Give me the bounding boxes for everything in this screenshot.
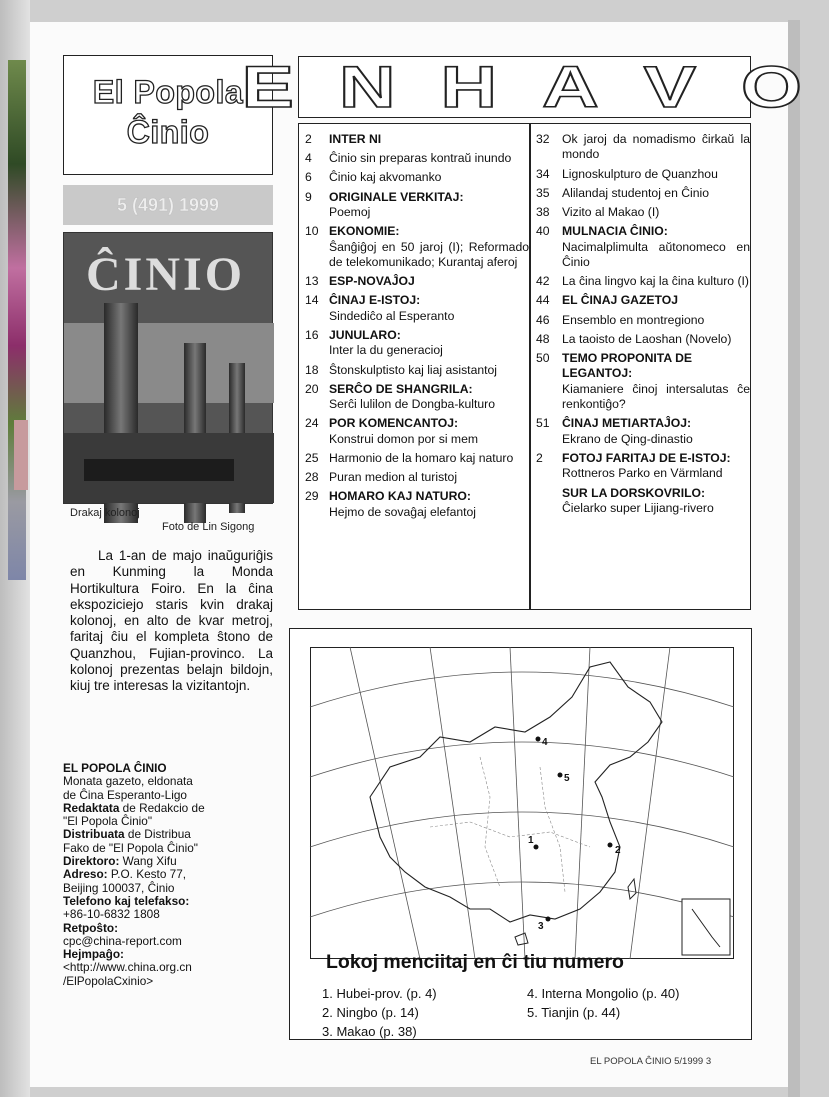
toc-article-title: Ŝtonskulptisto kaj liaj asistantoj — [329, 362, 498, 377]
toc-page-number: 16 — [305, 328, 319, 343]
toc-article-title: Nacimalplimulta aŭtonomeco en Ĉinio — [562, 239, 750, 270]
map-inset — [682, 899, 730, 955]
toc-article-title: Kiamaniere ĉinoj intersalutas ĉe renkontiĝo? — [562, 381, 750, 412]
toc-article-title: Ĉinio sin preparas kontraŭ inundo — [329, 151, 512, 166]
toc-section-title: FOTOJ FARITAJ DE E-ISTOJ: — [562, 451, 731, 466]
toc-page-number: 38 — [536, 205, 550, 220]
locations-map-box — [289, 628, 752, 1040]
cover-image — [63, 232, 273, 504]
toc-page-number: 28 — [305, 470, 319, 485]
toc-page-number: 20 — [305, 381, 319, 396]
toc-column-left — [299, 132, 529, 524]
toc-page-number: 35 — [536, 185, 550, 200]
toc-article-title: La taoisto de Laoshan (Novelo) — [562, 331, 732, 346]
colophon-value: Wang Xifu — [119, 854, 177, 869]
toc-section-title: TEMO PROPONITA DE LEGANTOJ: — [562, 351, 693, 381]
toc-section-title: SUR LA DORSKOVRILO: — [562, 485, 706, 500]
toc-article-title: Harmonio de la homaro kaj naturo — [329, 451, 514, 466]
toc-section-title: SERĈO DE SHANGRILA: — [329, 381, 473, 396]
colophon — [63, 762, 273, 988]
toc-article-title: Ekrano de Qing-dinastio — [562, 431, 693, 446]
toc-entry[interactable] — [299, 170, 529, 185]
location-item: 2. Ningbo (p. 14) — [322, 1005, 419, 1020]
location-item: 5. Tianjin (p. 44) — [527, 1005, 621, 1020]
toc-page-number: 42 — [536, 274, 550, 289]
colophon-value: de Distribua — [124, 827, 191, 842]
colophon-line: "El Popola Ĉinio" — [63, 814, 153, 829]
toc-section-title: INTER NI — [329, 132, 382, 146]
issue-number: 5 (491) 1999 — [116, 195, 220, 215]
toc-page-number: 50 — [536, 351, 550, 366]
toc-article-title: Hejmo de sovaĝaj elefantoj — [329, 504, 477, 519]
toc-section-title: JUNULARO: — [329, 328, 401, 343]
map-frame — [311, 648, 734, 959]
colophon-label: Hejmpaĝo: — [63, 947, 124, 962]
location-item: 4. Interna Mongolio (p. 40) — [527, 986, 680, 1001]
toc-article-title: Inter la du generacioj — [329, 343, 443, 358]
toc-entry[interactable] — [299, 274, 529, 289]
toc-entry[interactable] — [299, 489, 529, 520]
table-of-contents — [298, 123, 751, 610]
toc-entry[interactable] — [532, 293, 750, 308]
toc-entry[interactable] — [532, 486, 750, 517]
map-marker-point — [536, 737, 541, 742]
contents-header — [241, 54, 808, 120]
toc-page-number: 2 — [305, 132, 312, 146]
cover-title: ĈINIO — [86, 248, 246, 301]
toc-entry[interactable] — [532, 313, 750, 328]
toc-page-number: 9 — [305, 189, 312, 204]
toc-page-number: 32 — [536, 132, 550, 146]
issue-banner — [63, 185, 273, 225]
cover-caption-band — [84, 459, 234, 481]
toc-page-number: 10 — [305, 224, 319, 239]
logo-line-1: El Popola — [92, 74, 244, 110]
toc-article-title: Ŝanĝiĝoj en 50 jaroj (I); Reformado de telekomunikado; Kurantaj aferoj — [329, 239, 529, 270]
colophon-phone: +86-10-6832 1808 — [63, 907, 160, 922]
toc-section-title: ĈINAJ E-ISTOJ: — [329, 293, 421, 308]
map-marker-1: 1 — [528, 835, 534, 846]
toc-article-title: La ĉina lingvo kaj la ĉina kulturo (I) — [562, 274, 749, 289]
toc-page-number: 40 — [536, 224, 550, 239]
colophon-label: Adreso: — [63, 867, 108, 882]
map-marker-point — [608, 843, 613, 848]
toc-article-title: Ensemblo en montregiono — [562, 312, 705, 327]
toc-page-number: 4 — [305, 151, 312, 166]
toc-page-number: 6 — [305, 170, 312, 185]
toc-entry[interactable] — [299, 470, 529, 485]
cover-caption: Drakaj kolonoj — [70, 507, 140, 519]
colophon-label: Telefono kaj telefakso: — [63, 893, 190, 908]
toc-entry[interactable] — [532, 451, 750, 482]
toc-article-title: Rottneros Parko en Värmland — [562, 466, 723, 481]
colophon-label: Redaktata — [63, 800, 120, 815]
toc-article-title: Konstrui domon por si mem — [329, 431, 479, 446]
colophon-value: P.O. Kesto 77, — [107, 867, 187, 882]
toc-page-number: 51 — [536, 416, 550, 431]
page-footer: EL POPOLA ĈINIO 5/1999 3 — [590, 1056, 712, 1067]
toc-entry[interactable] — [299, 451, 529, 466]
toc-page-number: 24 — [305, 416, 319, 431]
toc-entry[interactable] — [299, 151, 529, 166]
toc-article-title: Serĉi lulilon de Dongba-kulturo — [329, 397, 495, 412]
colophon-label: Distribuata — [63, 827, 125, 842]
toc-entry[interactable] — [299, 190, 529, 221]
toc-entry[interactable] — [299, 363, 529, 378]
toc-article-title: Sindediĉo al Esperanto — [329, 308, 455, 323]
colophon-line: de Ĉina Esperanto-Ligo — [63, 787, 187, 802]
toc-entry[interactable] — [299, 382, 529, 413]
colophon-line: Beijing 100037, Ĉinio — [63, 880, 175, 895]
toc-entry[interactable] — [532, 416, 750, 447]
contents-title — [220, 54, 829, 120]
toc-entry[interactable] — [532, 186, 750, 201]
map-marker-point — [546, 917, 551, 922]
china-map — [310, 647, 734, 959]
cover-description: La 1-an de majo inaŭguriĝis en Kunming la Monda Hortikultura Foiro. En la ĉina ekspoziciejo staris kvin drakaj kolonoj, en alto de kvar metroj, faritaj ĉiu el kompleta ŝtono de Quanzhou, Fujian-provinco. La kolonoj prezentas belajn bildojn, kiuj tre interesas la vizitantojn. — [70, 548, 273, 694]
toc-entry[interactable] — [532, 274, 750, 289]
toc-section-title: POR KOMENCANTOJ: — [329, 416, 459, 431]
colophon-homepage-link[interactable]: <http://www.china.org.cn — [63, 960, 192, 975]
toc-page-number: 44 — [536, 293, 550, 308]
toc-article-title: Ĉielarko super Lijiang-rivero — [562, 501, 714, 516]
toc-article-title: Vizito al Makao (I) — [562, 205, 660, 220]
toc-article-title: Alilandaj studentoj en Ĉinio — [562, 185, 710, 200]
colophon-line: Monata gazeto, eldonata — [63, 774, 193, 789]
toc-entry[interactable] — [299, 132, 529, 147]
toc-entry[interactable] — [532, 167, 750, 182]
toc-article-title: Ĉinio kaj akvomanko — [329, 170, 442, 185]
location-item: 1. Hubei-prov. (p. 4) — [322, 986, 437, 1001]
toc-page-number: 48 — [536, 331, 550, 346]
toc-entry[interactable] — [532, 351, 750, 413]
right-edge — [788, 20, 800, 1097]
toc-section-title: MULNACIA ĈINIO: — [562, 224, 668, 239]
toc-page-number: 34 — [536, 166, 550, 181]
colophon-value: de Redakcio de — [119, 800, 205, 815]
toc-entry[interactable] — [532, 205, 750, 220]
facing-page-strip — [8, 60, 26, 580]
toc-article-title: Lignoskulpturo de Quanzhou — [562, 166, 718, 181]
toc-section-title: ĈINAJ METIARTAĴOJ: — [562, 416, 692, 431]
toc-entry[interactable] — [532, 332, 750, 347]
toc-page-number: 14 — [305, 293, 319, 308]
photo-credit: Foto de Lin Sigong — [162, 521, 255, 533]
colophon-title: EL POPOLA ĈINIO — [63, 761, 167, 775]
contents-title-letter: A — [542, 54, 605, 120]
toc-column-right — [532, 132, 750, 520]
colophon-email-link[interactable]: cpc@china-report.com — [63, 933, 182, 948]
logo-line-2: Ĉinio — [126, 114, 210, 150]
toc-section-title: ESP-NOVAĴOJ — [329, 274, 415, 289]
toc-article-title: Puran medion al turistoj — [329, 470, 458, 485]
toc-entry[interactable] — [299, 416, 529, 447]
colophon-line: Fako de "El Popola Ĉinio" — [63, 840, 198, 855]
contents-title-letter: E — [241, 54, 300, 120]
toc-page-number: 2 — [536, 451, 543, 466]
map-marker-5: 5 — [564, 773, 570, 784]
toc-section-title: HOMARO KAJ NATURO: — [329, 489, 471, 504]
locations-title: Lokoj menciitaj en ĉi tiu numero — [326, 951, 624, 973]
toc-entry[interactable] — [299, 224, 529, 270]
map-marker-2: 2 — [615, 845, 621, 856]
toc-page-number: 25 — [305, 451, 319, 466]
toc-article-title: Poemoj — [329, 205, 371, 220]
colophon-homepage-link[interactable]: /ElPopolaCxinio> — [63, 973, 154, 988]
toc-entry[interactable] — [299, 293, 529, 324]
toc-page-number: 13 — [305, 274, 319, 289]
toc-section-title: EKONOMIE: — [329, 224, 400, 239]
toc-divider — [529, 124, 531, 609]
map-marker-point — [558, 773, 563, 778]
toc-section-title: ORIGINALE VERKITAJ: — [329, 189, 464, 204]
toc-page-number: 18 — [305, 362, 319, 377]
colophon-label: Direktoro: — [63, 854, 120, 869]
map-marker-point — [534, 845, 539, 850]
map-marker-4: 4 — [542, 737, 548, 748]
contents-title-letter: V — [643, 54, 702, 120]
toc-entry[interactable] — [299, 328, 529, 359]
facing-page-accent — [14, 420, 28, 490]
toc-entry[interactable] — [532, 224, 750, 270]
colophon-label: Retpoŝto: — [63, 920, 119, 935]
toc-page-number: 46 — [536, 312, 550, 327]
toc-entry[interactable] — [532, 132, 750, 163]
toc-page-number: 29 — [305, 489, 319, 504]
toc-section-title: EL ĈINAJ GAZETOJ — [562, 293, 679, 308]
toc-article-title: Ok jaroj da nomadismo ĉirkaŭ la mondo — [562, 132, 750, 162]
map-marker-3: 3 — [538, 921, 544, 932]
location-item: 3. Makao (p. 38) — [322, 1024, 417, 1039]
contents-title-letter: O — [740, 54, 808, 120]
contents-title-letter: H — [440, 54, 503, 120]
contents-title-letter: N — [338, 54, 401, 120]
